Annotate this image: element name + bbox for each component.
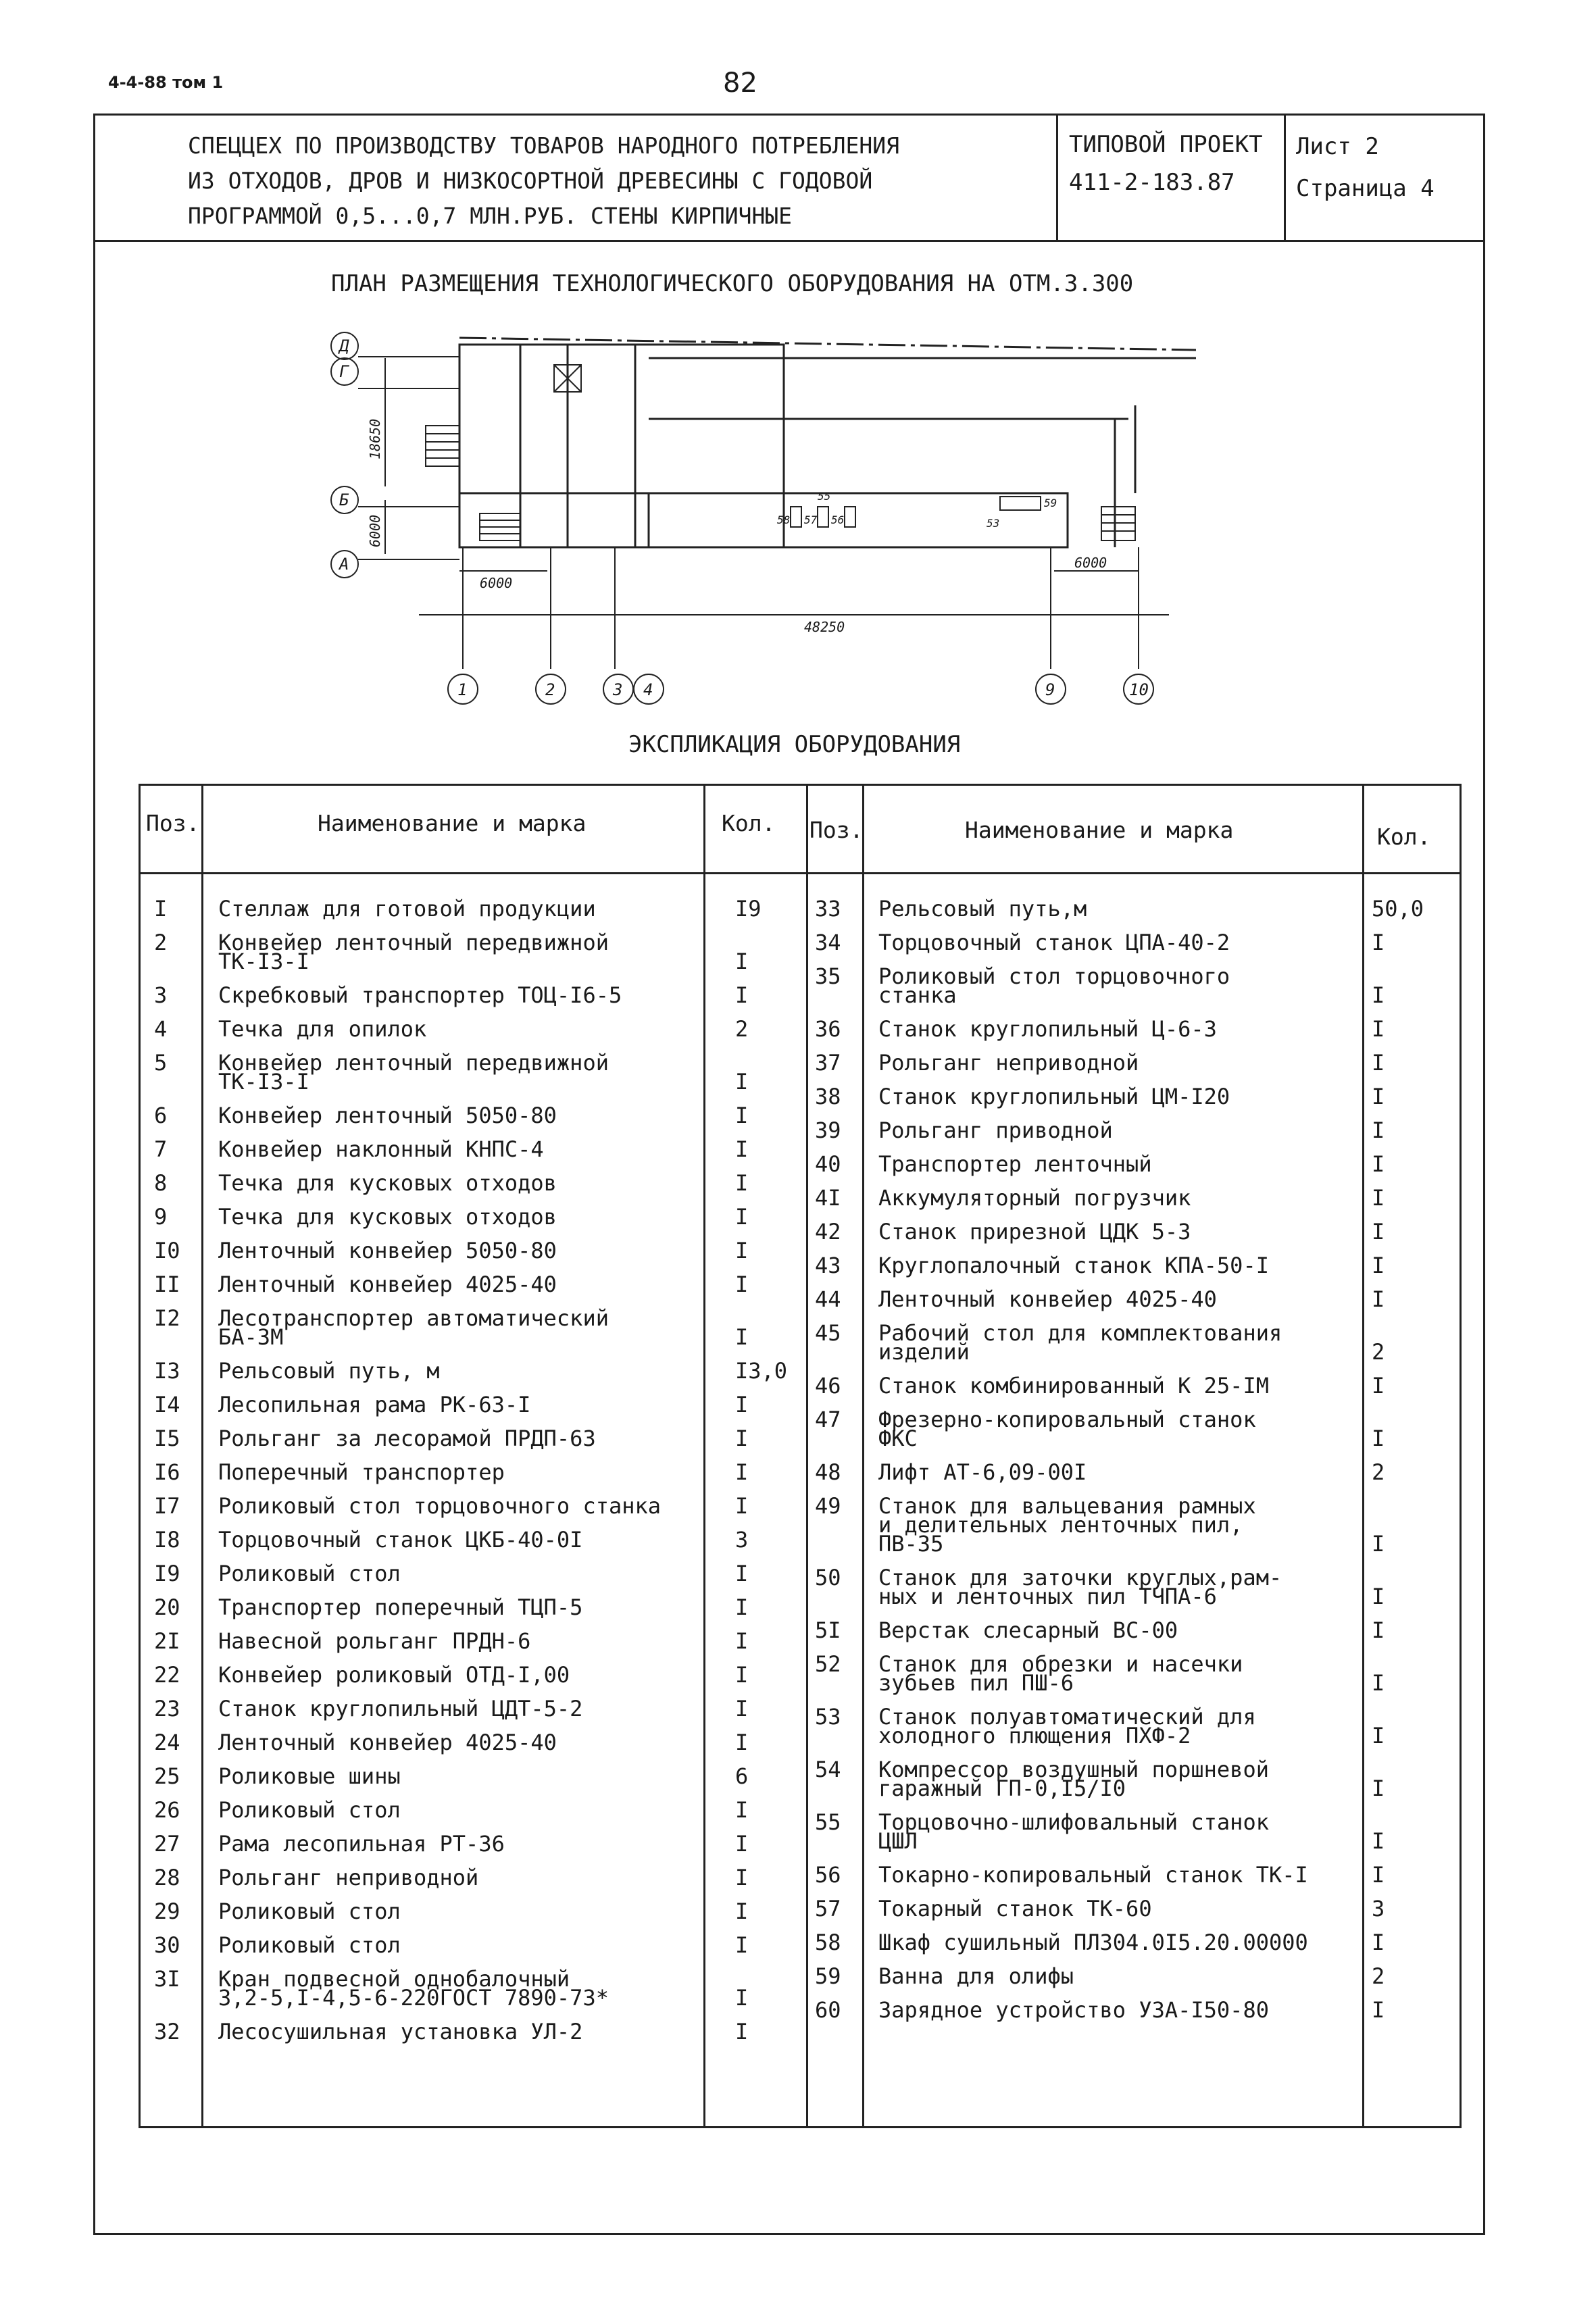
row-position: 5I (815, 1617, 841, 1643)
row-name: Ленточный конвейер 4025-40 (878, 1286, 1217, 1312)
row-name: Течка для кусковых отходов (218, 1204, 557, 1230)
row-name: Станок круглопильный ЦМ-I20 (878, 1084, 1230, 1109)
row-name: Рольганг приводной (878, 1117, 1113, 1143)
axis-label: 10 (1129, 680, 1149, 699)
row-position: 5 (154, 1050, 168, 1076)
row-quantity: I (1372, 1050, 1385, 1076)
row-position: 33 (815, 896, 841, 922)
axis-label: 9 (1045, 680, 1055, 699)
row-position: 54 (815, 1757, 841, 1782)
row-position: 8 (154, 1170, 168, 1196)
title-line: ПРОГРАММОЙ 0,5...0,7 МЛН.РУБ. СТЕНЫ КИРПИЧНЫЕ (188, 203, 793, 229)
row-name: Станок полуавтоматический для (878, 1704, 1256, 1730)
header-name: Наименование и марка (965, 817, 1234, 843)
row-name: Станок для вальцевания рамных (878, 1493, 1256, 1519)
row-name: Роликовый стол торцовочного (878, 963, 1230, 989)
row-quantity: I (735, 949, 749, 974)
row-position: 28 (154, 1865, 180, 1890)
row-name: Роликовый стол (218, 1898, 401, 1924)
row-quantity: I (735, 1561, 749, 1586)
row-name: ПВ-35 (878, 1531, 944, 1557)
row-quantity: I (1372, 1373, 1385, 1399)
row-name: Токарный станок ТК-60 (878, 1896, 1152, 1921)
row-quantity: I (1372, 1670, 1385, 1696)
row-name: Конвейер ленточный 5050-80 (218, 1103, 557, 1128)
equipment-tag: 56 (831, 513, 845, 526)
row-quantity: I (1372, 1828, 1385, 1854)
row-position: I2 (154, 1305, 180, 1331)
row-quantity: 2 (735, 1016, 749, 1042)
sheet-cell (1296, 126, 1435, 209)
row-position: 27 (154, 1831, 180, 1857)
row-quantity: I (1372, 1531, 1385, 1557)
row-quantity: I (735, 982, 749, 1008)
row-position: 20 (154, 1594, 180, 1620)
row-position: 38 (815, 1084, 841, 1109)
row-name: Компрессор воздушный поршневой (878, 1757, 1269, 1782)
row-name: Торцовочный станок ЦКБ-40-0I (218, 1527, 583, 1553)
row-name: Лесопильная рама РК-63-I (218, 1392, 531, 1417)
row-quantity: I (1372, 1117, 1385, 1143)
title-line: СПЕЦЦЕХ ПО ПРОИЗВОДСТВУ ТОВАРОВ НАРОДНОГО ПОТРЕБЛЕНИЯ (188, 132, 899, 159)
row-name: Транспортер ленточный (878, 1151, 1152, 1177)
row-name: гаражный ГП-0,I5/I0 (878, 1776, 1126, 1801)
row-quantity: I (1372, 1219, 1385, 1244)
row-position: 50 (815, 1565, 841, 1590)
row-name: БА-3М (218, 1324, 284, 1350)
header-qty: Кол. (722, 810, 776, 836)
row-quantity: I (735, 2019, 749, 2044)
row-quantity: 6 (735, 1763, 749, 1789)
row-position: 34 (815, 930, 841, 955)
row-position: 30 (154, 1932, 180, 1958)
row-quantity: I (735, 1204, 749, 1230)
row-position: 2 (154, 930, 168, 955)
row-quantity: I (1372, 1723, 1385, 1749)
row-position: 58 (815, 1930, 841, 1955)
row-position: 42 (815, 1219, 841, 1244)
row-quantity: I (1372, 1584, 1385, 1609)
row-name: Роликовый стол (218, 1932, 401, 1958)
row-position: 26 (154, 1797, 180, 1823)
row-name: Роликовый стол торцовочного станка (218, 1493, 662, 1519)
row-position: 24 (154, 1730, 180, 1755)
row-name: ТК-I3-I (218, 1069, 309, 1095)
row-name: Рабочий стол для комплектования (878, 1320, 1282, 1346)
row-quantity: I (1372, 982, 1385, 1008)
row-name: зубьев пил ПШ-6 (878, 1670, 1074, 1696)
row-quantity: I (735, 1696, 749, 1721)
row-position: 59 (815, 1963, 841, 1989)
row-position: 25 (154, 1763, 180, 1789)
equipment-table (139, 784, 1462, 2128)
row-quantity: I (735, 1628, 749, 1654)
row-position: 35 (815, 963, 841, 989)
row-position: 46 (815, 1373, 841, 1399)
axis-label: 4 (643, 680, 653, 699)
row-position: 55 (815, 1809, 841, 1835)
row-name: ФКС (878, 1426, 918, 1451)
row-quantity: I (735, 1662, 749, 1688)
row-name: Ванна для олифы (878, 1963, 1074, 1989)
dimension-label: 6000 (480, 575, 513, 591)
row-quantity: I (1372, 1084, 1385, 1109)
row-quantity: I (735, 1238, 749, 1263)
row-name: Конвейер ленточный передвижной (218, 1050, 609, 1076)
row-quantity: I (735, 1459, 749, 1485)
row-name: Круглопалочный станок КПА-50-I (878, 1253, 1269, 1278)
page-number: 82 (723, 68, 757, 99)
row-name: Станок для заточки круглых,рам- (878, 1565, 1282, 1590)
row-name: Конвейер роликовый ОТД-I,00 (218, 1662, 570, 1688)
column-divider (1362, 786, 1364, 2126)
row-position: I9 (154, 1561, 180, 1586)
row-name: Лесосушильная установка УЛ-2 (218, 2019, 583, 2044)
row-quantity: 3 (1372, 1896, 1385, 1921)
row-position: I8 (154, 1527, 180, 1553)
row-position: 29 (154, 1898, 180, 1924)
row-position: I7 (154, 1493, 180, 1519)
row-position: 6 (154, 1103, 168, 1128)
row-name: Торцовочно-шлифовальный станок (878, 1809, 1269, 1835)
dimension-label: 18650 (367, 418, 383, 459)
row-name: Скребковый транспортер ТОЦ-I6-5 (218, 982, 622, 1008)
row-name: Рама лесопильная РТ-36 (218, 1831, 505, 1857)
row-position: 60 (815, 1997, 841, 2023)
row-position: I4 (154, 1392, 180, 1417)
title-block (93, 114, 1485, 242)
row-name: Поперечный транспортер (218, 1459, 505, 1485)
row-quantity: I (1372, 1016, 1385, 1042)
row-position: 49 (815, 1493, 841, 1519)
row-position: 47 (815, 1407, 841, 1432)
axis-label: Г (339, 362, 349, 381)
row-name: Стеллаж для готовой продукции (218, 896, 596, 922)
row-quantity: I (735, 1730, 749, 1755)
row-quantity: I (1372, 930, 1385, 955)
axis-label: Б (339, 491, 349, 509)
row-name: Станок круглопильный Ц-6-3 (878, 1016, 1217, 1042)
row-position: 36 (815, 1016, 841, 1042)
row-quantity: I (735, 1392, 749, 1417)
row-quantity: I (735, 1069, 749, 1095)
axis-label: 3 (613, 680, 623, 699)
row-name: 3,2-5,I-4,5-6-220ГОСТ 7890-73* (218, 1985, 609, 2011)
project-number: 411-2-183.87 (1069, 169, 1235, 196)
row-quantity: 3 (735, 1527, 749, 1553)
row-name: станка (878, 982, 957, 1008)
sheet-label: Лист 2 (1296, 133, 1379, 160)
row-quantity: I (735, 1426, 749, 1451)
title-line: ИЗ ОТХОДОВ, ДРОВ И НИЗКОСОРТНОЙ ДРЕВЕСИНЫ С ГОДОВОЙ (188, 168, 873, 194)
row-quantity: I3,0 (735, 1358, 788, 1384)
row-name: Течка для опилок (218, 1016, 427, 1042)
row-name: Рельсовый путь, м (218, 1358, 440, 1384)
row-quantity: I (735, 1898, 749, 1924)
dimension-label: 6000 (367, 514, 383, 547)
axis-label: 1 (457, 680, 468, 699)
equipment (845, 507, 855, 527)
row-name: Конвейер наклонный КНПС-4 (218, 1136, 544, 1162)
row-name: ЦШЛ (878, 1828, 918, 1854)
row-quantity: 2 (1372, 1963, 1385, 1989)
row-position: 43 (815, 1253, 841, 1278)
row-name: и делительных ленточных пил, (878, 1512, 1243, 1538)
row-position: I0 (154, 1238, 180, 1263)
equipment-tag: 53 (987, 517, 1000, 530)
row-quantity: I (735, 1170, 749, 1196)
column-divider (201, 786, 203, 2126)
row-position: 3I (154, 1966, 180, 1992)
row-position: 44 (815, 1286, 841, 1312)
row-position: I (154, 896, 168, 922)
row-name: Станок прирезной ЦДК 5-3 (878, 1219, 1191, 1244)
equipment-tag: 55 (818, 490, 831, 503)
row-quantity: I (1372, 1185, 1385, 1211)
row-quantity: I (735, 1493, 749, 1519)
row-quantity: I (1372, 1426, 1385, 1451)
row-position: I5 (154, 1426, 180, 1451)
row-name: Роликовый стол (218, 1561, 401, 1586)
row-name: Зарядное устройство УЗА-I50-80 (878, 1997, 1269, 2023)
row-position: 57 (815, 1896, 841, 1921)
row-name: Рельсовый путь,м (878, 896, 1087, 922)
row-name: Токарно-копировальный станок ТК-I (878, 1862, 1308, 1888)
header-qty: Кол. (1377, 824, 1431, 850)
equipment (791, 507, 801, 527)
equipment-tag: 59 (1044, 497, 1057, 509)
row-quantity: I (735, 1103, 749, 1128)
header-name: Наименование и марка (318, 810, 587, 836)
row-quantity: I (735, 1136, 749, 1162)
row-quantity: I9 (735, 896, 762, 922)
stair (426, 426, 459, 466)
row-name: Шкаф сушильный ПЛ304.0I5.20.00000 (878, 1930, 1308, 1955)
row-quantity: I (735, 1797, 749, 1823)
row-quantity: I (1372, 1862, 1385, 1888)
row-position: 39 (815, 1117, 841, 1143)
row-name: холодного плющения ПХФ-2 (878, 1723, 1191, 1749)
row-name: Рольганг неприводной (878, 1050, 1139, 1076)
column-divider (806, 786, 808, 2126)
axis-label: А (339, 555, 349, 574)
row-name: Станок круглопильный ЦДТ-5-2 (218, 1696, 583, 1721)
row-quantity: I (1372, 1930, 1385, 1955)
axis-label: Д (339, 336, 349, 355)
row-position: 4 (154, 1016, 168, 1042)
row-quantity: I (735, 1831, 749, 1857)
row-quantity: I (735, 1594, 749, 1620)
dimension-label: 48250 (804, 619, 845, 635)
row-quantity: 2 (1372, 1339, 1385, 1365)
row-name: Станок комбинированный К 25-IМ (878, 1373, 1269, 1399)
row-name: ТК-I3-I (218, 949, 309, 974)
row-name: Лесотранспортер автоматический (218, 1305, 609, 1331)
row-position: 40 (815, 1151, 841, 1177)
row-quantity: I (735, 1932, 749, 1958)
axis-label: 2 (545, 680, 555, 699)
row-position: 53 (815, 1704, 841, 1730)
row-quantity: I (735, 1985, 749, 2011)
row-position: 9 (154, 1204, 168, 1230)
row-name: Ленточный конвейер 4025-40 (218, 1272, 557, 1297)
row-quantity: I (1372, 1617, 1385, 1643)
row-position: 2I (154, 1628, 180, 1654)
row-quantity: I (1372, 1286, 1385, 1312)
floor-plan (318, 304, 1196, 709)
row-position: I3 (154, 1358, 180, 1384)
row-name: Роликовый стол (218, 1797, 401, 1823)
column-divider (862, 786, 864, 2126)
row-quantity: 2 (1372, 1459, 1385, 1485)
explication-title: ЭКСПЛИКАЦИЯ ОБОРУДОВАНИЯ (628, 731, 961, 758)
row-name: Транспортер поперечный ТЦП-5 (218, 1594, 583, 1620)
row-position: 22 (154, 1662, 180, 1688)
project-label: ТИПОВОЙ ПРОЕКТ (1069, 131, 1263, 158)
row-position: II (154, 1272, 180, 1297)
row-position: 23 (154, 1696, 180, 1721)
dimension-label: 6000 (1074, 555, 1107, 571)
row-name: Станок для обрезки и насечки (878, 1651, 1243, 1677)
header-pos: Поз. (146, 810, 200, 836)
row-quantity: I (1372, 1776, 1385, 1801)
row-name: Течка для кусковых отходов (218, 1170, 557, 1196)
row-position: 3 (154, 982, 168, 1008)
row-name: Рольганг неприводной (218, 1865, 479, 1890)
equipment (1000, 497, 1041, 510)
row-name: Торцовочный станок ЦПА-40-2 (878, 930, 1230, 955)
equipment-tag: 58 (777, 513, 791, 526)
page-label: Страница 4 (1296, 175, 1435, 202)
row-position: 32 (154, 2019, 180, 2044)
row-position: 52 (815, 1651, 841, 1677)
row-quantity: I (735, 1272, 749, 1297)
row-name: Рольганг за лесорамой ПРДП-63 (218, 1426, 596, 1451)
equipment-tag: 57 (804, 513, 818, 526)
row-position: 4I (815, 1185, 841, 1211)
equipment (818, 507, 828, 527)
row-quantity: I (735, 1324, 749, 1350)
row-quantity: I (735, 1865, 749, 1890)
plan-title: ПЛАН РАЗМЕЩЕНИЯ ТЕХНОЛОГИЧЕСКОГО ОБОРУДОВАНИЯ НА ОТМ.3.300 (331, 270, 1134, 297)
building-east-wing (649, 493, 1068, 547)
row-name: Кран подвесной однобалочный (218, 1966, 570, 1992)
row-name: Навесной рольганг ПРДН-6 (218, 1628, 531, 1654)
header-pos: Поз. (809, 817, 864, 843)
row-name: Роликовые шины (218, 1763, 401, 1789)
row-quantity: I (1372, 1253, 1385, 1278)
row-name: изделий (878, 1339, 970, 1365)
column-divider (703, 786, 705, 2126)
row-name: ных и ленточных пил ТЧПА-6 (878, 1584, 1217, 1609)
row-name: Верстак слесарный ВС-00 (878, 1617, 1178, 1643)
building-outline (459, 345, 784, 547)
header-divider (141, 872, 1460, 874)
row-position: 48 (815, 1459, 841, 1485)
row-name: Аккумуляторный погрузчик (878, 1185, 1191, 1211)
row-position: I6 (154, 1459, 180, 1485)
row-position: 7 (154, 1136, 168, 1162)
row-quantity: 50,0 (1372, 896, 1424, 922)
row-position: 56 (815, 1862, 841, 1888)
row-quantity: I (1372, 1997, 1385, 2023)
equipment (791, 507, 801, 527)
row-name: Ленточный конвейер 4025-40 (218, 1730, 557, 1755)
row-name: Конвейер ленточный передвижной (218, 930, 609, 955)
document-code: 4-4-88 том 1 (108, 73, 224, 92)
row-name: Фрезерно-копировальный станок (878, 1407, 1256, 1432)
row-position: 37 (815, 1050, 841, 1076)
title-description (188, 128, 1134, 234)
row-name: Лифт АТ-6,09-00I (878, 1459, 1087, 1485)
row-quantity: I (1372, 1151, 1385, 1177)
project-cell (1056, 114, 1286, 240)
row-position: 45 (815, 1320, 841, 1346)
row-name: Ленточный конвейер 5050-80 (218, 1238, 557, 1263)
